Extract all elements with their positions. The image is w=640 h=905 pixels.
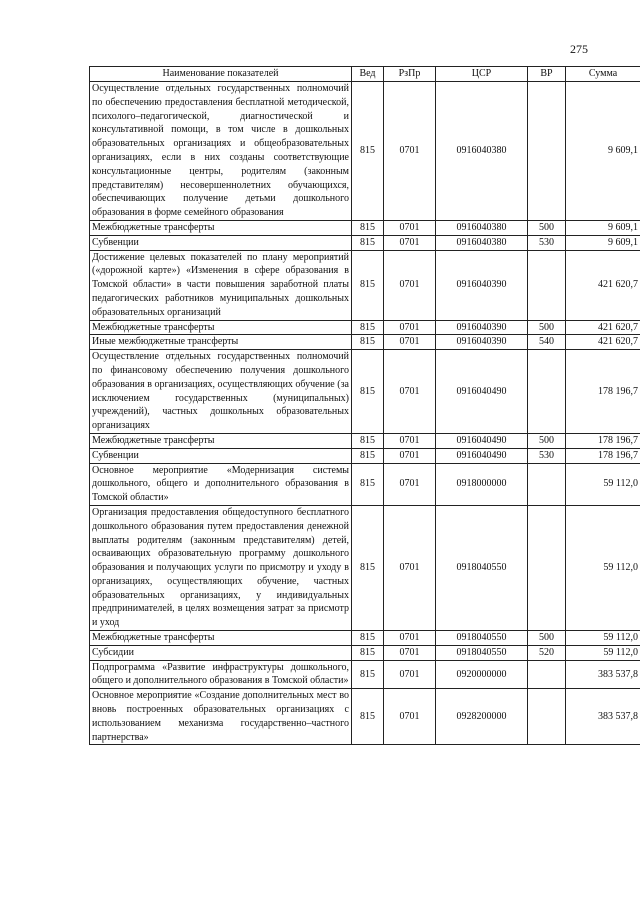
cell-vr: 530	[528, 235, 566, 250]
cell-csr: 0918040550	[436, 505, 528, 630]
cell-csr: 0916040380	[436, 82, 528, 221]
cell-name: Осуществление отдельных государственных полномочий по обеспечению предоставления бесплатной методической, психолого–педагогической, диагностической и консультативной помощи, в том числе в дошкольных образовательных организациях и общеобразовательных организациях, если в них созданы соответствующие консультационные центры, родителям (законным представителям) несовершеннолетних обучающихся, обеспечивающих получение детьми дошкольного образования в форме семейного образования	[90, 82, 352, 221]
cell-vr	[528, 660, 566, 689]
cell-sum: 383 537,8	[566, 689, 640, 745]
table-row	[90, 220, 640, 235]
cell-name: Организация предоставления общедоступного бесплатного дошкольного образования путем предоставления денежной выплаты родителям (законным представителям) детей, осваивающих образовательную программу дошкольного образования и получающих услуги по присмотру и уходу в организациях, осуществляющих обучение, частных образовательных организациях, у индивидуальных предпринимателей, в целях возмещения затрат за присмотр и уход	[90, 505, 352, 630]
cell-csr: 0916040380	[436, 220, 528, 235]
cell-sum: 383 537,8	[566, 660, 640, 689]
cell-csr: 0916040390	[436, 335, 528, 350]
table-row	[90, 250, 640, 320]
cell-csr: 0916040390	[436, 320, 528, 335]
header-name: Наименование показателей	[90, 67, 352, 82]
cell-sum: 178 196,7	[566, 448, 640, 463]
table-row	[90, 448, 640, 463]
cell-name: Субвенции	[90, 448, 352, 463]
cell-ved: 815	[352, 660, 384, 689]
cell-csr: 0918000000	[436, 463, 528, 505]
header-vr: ВР	[528, 67, 566, 82]
cell-ved: 815	[352, 250, 384, 320]
cell-name: Подпрограмма «Развитие инфраструктуры дошкольного, общего и дополнительного образования в Томской области»	[90, 660, 352, 689]
table-row	[90, 320, 640, 335]
cell-vr: 520	[528, 645, 566, 660]
cell-vr	[528, 463, 566, 505]
cell-ved: 815	[352, 82, 384, 221]
cell-name: Осуществление отдельных государственных полномочий по финансовому обеспечению получения дошкольного образования в организациях, осуществляющих обучение (за исключением государственных (муниципальных) учреждений), частных дошкольных образовательных организациях	[90, 350, 352, 434]
table-row	[90, 335, 640, 350]
cell-sum: 421 620,7	[566, 320, 640, 335]
table-row	[90, 505, 640, 630]
cell-ved: 815	[352, 220, 384, 235]
cell-vr	[528, 689, 566, 745]
cell-sum: 9 609,1	[566, 82, 640, 221]
cell-name: Субвенции	[90, 235, 352, 250]
header-rzpr: РзПр	[384, 67, 436, 82]
cell-sum: 178 196,7	[566, 433, 640, 448]
cell-csr: 0916040390	[436, 250, 528, 320]
cell-vr: 530	[528, 448, 566, 463]
cell-name: Основное мероприятие «Создание дополнительных мест во вновь построенных образовательных организациях с использованием механизма государственно–частного партнерства»	[90, 689, 352, 745]
cell-ved: 815	[352, 463, 384, 505]
cell-vr: 500	[528, 433, 566, 448]
table-body	[90, 82, 640, 745]
cell-name: Межбюджетные трансферты	[90, 320, 352, 335]
cell-sum: 9 609,1	[566, 235, 640, 250]
cell-name: Межбюджетные трансферты	[90, 631, 352, 646]
cell-csr: 0916040490	[436, 433, 528, 448]
cell-rzpr: 0701	[384, 448, 436, 463]
cell-vr: 500	[528, 320, 566, 335]
table-row	[90, 689, 640, 745]
cell-ved: 815	[352, 335, 384, 350]
cell-vr: 500	[528, 631, 566, 646]
table-row	[90, 660, 640, 689]
cell-sum: 9 609,1	[566, 220, 640, 235]
cell-csr: 0928200000	[436, 689, 528, 745]
cell-name: Иные межбюджетные трансферты	[90, 335, 352, 350]
table-row	[90, 631, 640, 646]
cell-sum: 178 196,7	[566, 350, 640, 434]
cell-csr: 0916040380	[436, 235, 528, 250]
cell-ved: 815	[352, 433, 384, 448]
table-header	[90, 67, 640, 82]
page-number: 275	[570, 42, 588, 56]
table-row	[90, 82, 640, 221]
cell-rzpr: 0701	[384, 689, 436, 745]
cell-csr: 0918040550	[436, 645, 528, 660]
cell-vr: 500	[528, 220, 566, 235]
cell-sum: 59 112,0	[566, 505, 640, 630]
cell-csr: 0920000000	[436, 660, 528, 689]
cell-rzpr: 0701	[384, 631, 436, 646]
cell-ved: 815	[352, 320, 384, 335]
cell-csr: 0916040490	[436, 350, 528, 434]
cell-sum: 59 112,0	[566, 463, 640, 505]
cell-name: Основное мероприятие «Модернизация системы дошкольного, общего и дополнительного образования в Томской области»	[90, 463, 352, 505]
cell-ved: 815	[352, 235, 384, 250]
table-row	[90, 235, 640, 250]
cell-rzpr: 0701	[384, 250, 436, 320]
budget-table	[89, 66, 640, 745]
cell-vr	[528, 505, 566, 630]
cell-ved: 815	[352, 448, 384, 463]
cell-rzpr: 0701	[384, 660, 436, 689]
table-row	[90, 433, 640, 448]
cell-ved: 815	[352, 505, 384, 630]
cell-rzpr: 0701	[384, 220, 436, 235]
table-row	[90, 645, 640, 660]
cell-name: Достижение целевых показателей по плану мероприятий («дорожной карте») «Изменения в сфере образования в Томской области» в части повышения заработной платы педагогических работников муниципальных дошкольных образовательных организаций	[90, 250, 352, 320]
cell-name: Межбюджетные трансферты	[90, 433, 352, 448]
cell-sum: 59 112,0	[566, 631, 640, 646]
cell-name: Межбюджетные трансферты	[90, 220, 352, 235]
cell-vr: 540	[528, 335, 566, 350]
cell-rzpr: 0701	[384, 645, 436, 660]
table-row	[90, 463, 640, 505]
cell-ved: 815	[352, 645, 384, 660]
cell-rzpr: 0701	[384, 320, 436, 335]
cell-rzpr: 0701	[384, 335, 436, 350]
cell-name: Субсидии	[90, 645, 352, 660]
cell-csr: 0918040550	[436, 631, 528, 646]
cell-rzpr: 0701	[384, 350, 436, 434]
cell-sum: 59 112,0	[566, 645, 640, 660]
cell-csr: 0916040490	[436, 448, 528, 463]
cell-vr	[528, 350, 566, 434]
cell-rzpr: 0701	[384, 235, 436, 250]
cell-rzpr: 0701	[384, 433, 436, 448]
header-row	[90, 67, 640, 82]
cell-sum: 421 620,7	[566, 335, 640, 350]
cell-rzpr: 0701	[384, 505, 436, 630]
cell-sum: 421 620,7	[566, 250, 640, 320]
header-ved: Вед	[352, 67, 384, 82]
cell-ved: 815	[352, 631, 384, 646]
cell-vr	[528, 250, 566, 320]
cell-rzpr: 0701	[384, 82, 436, 221]
cell-ved: 815	[352, 689, 384, 745]
table-row	[90, 350, 640, 434]
header-sum: Сумма	[566, 67, 640, 82]
header-csr: ЦСР	[436, 67, 528, 82]
cell-vr	[528, 82, 566, 221]
cell-ved: 815	[352, 350, 384, 434]
cell-rzpr: 0701	[384, 463, 436, 505]
